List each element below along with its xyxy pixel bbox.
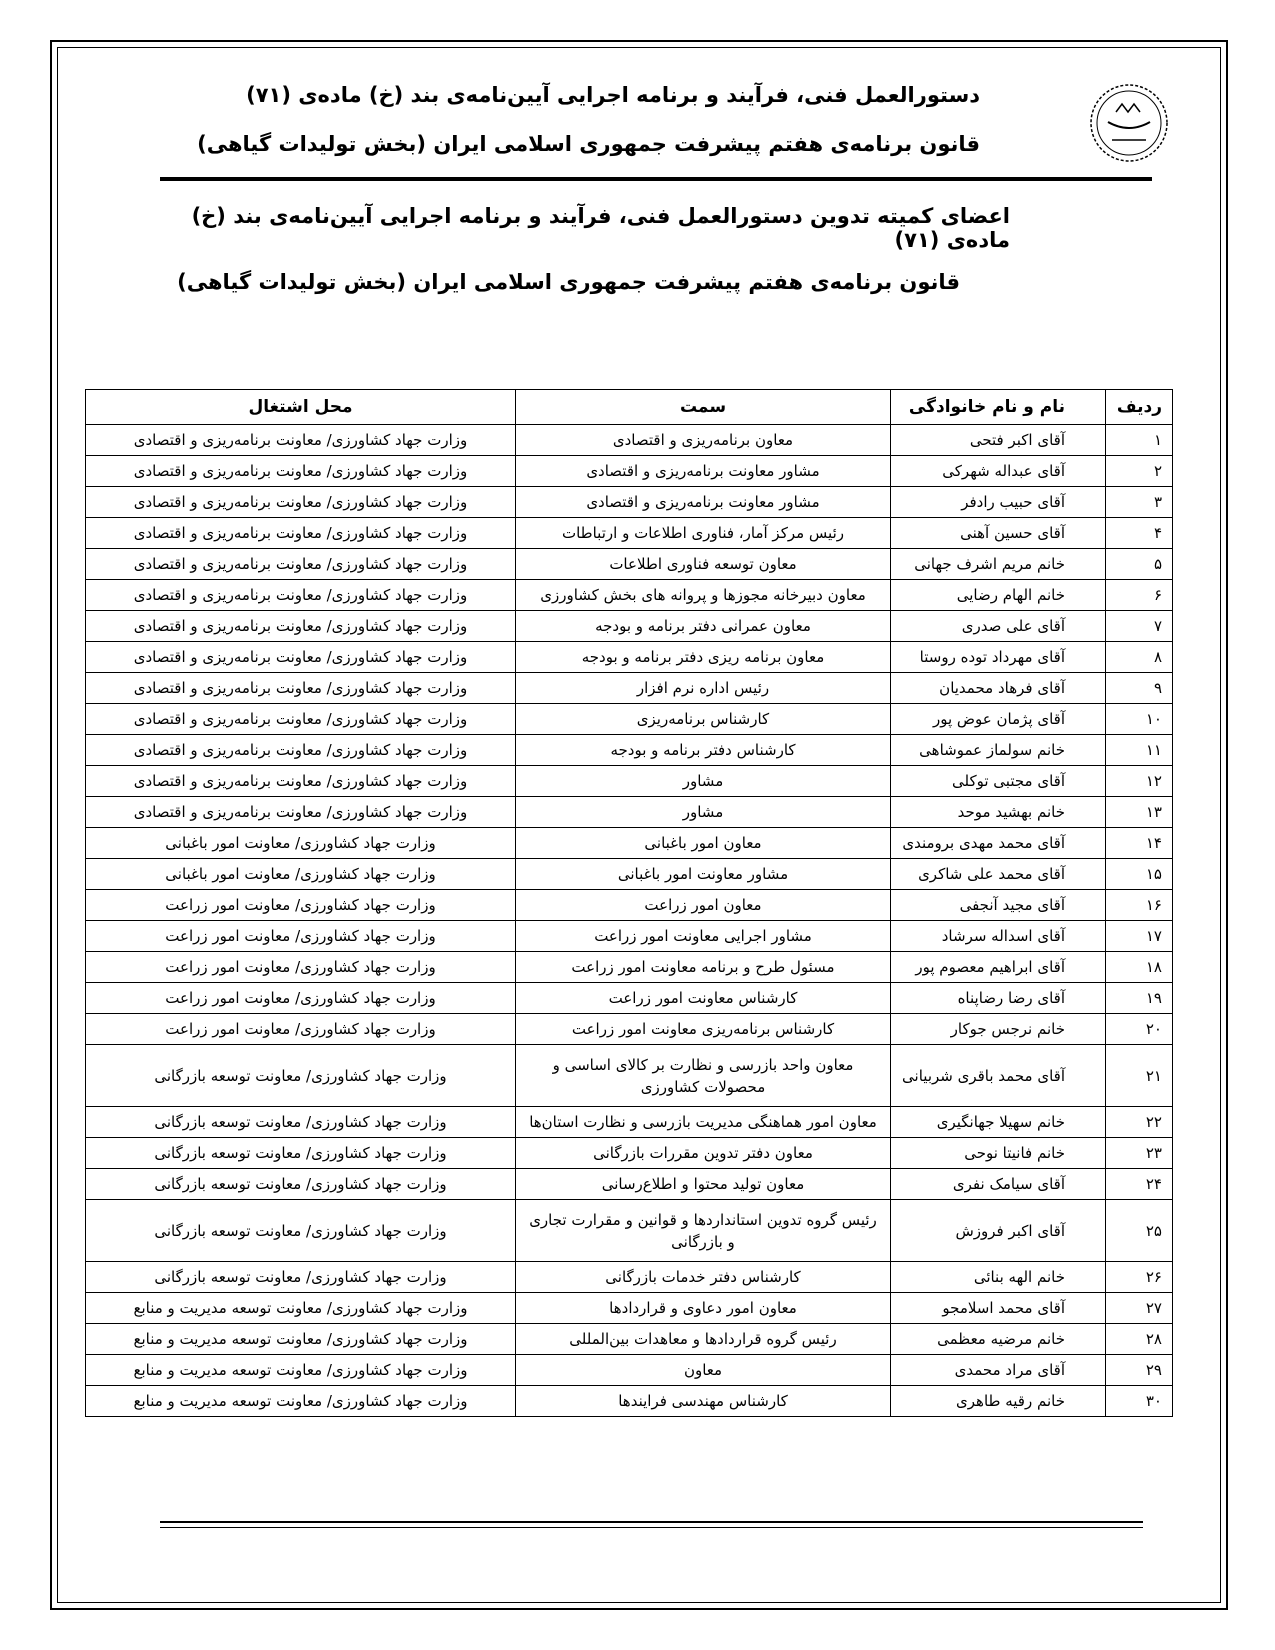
row-workplace: وزارت جهاد کشاورزی/ معاونت برنامه‌ریزی و اقتصادی [86, 704, 516, 735]
row-position: مشاور معاونت برنامه‌ریزی و اقتصادی [516, 487, 891, 518]
table-row [86, 580, 1173, 611]
header-index: ردیف [1106, 390, 1173, 425]
row-workplace: وزارت جهاد کشاورزی/ معاونت توسعه مدیریت و منابع [86, 1293, 516, 1324]
row-workplace: وزارت جهاد کشاورزی/ معاونت برنامه‌ریزی و اقتصادی [86, 673, 516, 704]
row-index: ۲۰ [1106, 1014, 1173, 1045]
row-workplace: وزارت جهاد کشاورزی/ معاونت امور زراعت [86, 1014, 516, 1045]
row-position: معاون تولید محتوا و اطلاع‌رسانی [516, 1169, 891, 1200]
row-position: معاون امور زراعت [516, 890, 891, 921]
row-workplace: وزارت جهاد کشاورزی/ معاونت برنامه‌ریزی و اقتصادی [86, 766, 516, 797]
table-row [86, 952, 1173, 983]
table-row [86, 456, 1173, 487]
row-name: آقای اکبر فروزش [891, 1200, 1106, 1262]
table-row [86, 518, 1173, 549]
row-workplace: وزارت جهاد کشاورزی/ معاونت برنامه‌ریزی و اقتصادی [86, 456, 516, 487]
header-title-line1: دستورالعمل فنی، فرآیند و برنامه اجرایی آیین‌نامه‌ی بند (خ) ماده‌ی (۷۱) [246, 83, 980, 107]
row-name: آقای مهرداد توده روستا [891, 642, 1106, 673]
section-title-line2: قانون برنامه‌ی هفتم پیشرفت جمهوری اسلامی ایران (بخش تولیدات گیاهی) [177, 270, 960, 294]
table-row [86, 1107, 1173, 1138]
header-name: نام و نام خانوادگی [891, 390, 1106, 425]
row-index: ۲۳ [1106, 1138, 1173, 1169]
row-position: معاون دبیرخانه مجوزها و پروانه های بخش کشاورزی [516, 580, 891, 611]
row-workplace: وزارت جهاد کشاورزی/ معاونت توسعه بازرگانی [86, 1138, 516, 1169]
table-row [86, 1293, 1173, 1324]
row-index: ۹ [1106, 673, 1173, 704]
jahad-keshavarzi-logo [1088, 82, 1170, 164]
row-workplace: وزارت جهاد کشاورزی/ معاونت برنامه‌ریزی و اقتصادی [86, 487, 516, 518]
row-position: کارشناس برنامه‌ریزی [516, 704, 891, 735]
table-row [86, 425, 1173, 456]
row-name: آقای مجتبی توکلی [891, 766, 1106, 797]
row-position: معاون برنامه ریزی دفتر برنامه و بودجه [516, 642, 891, 673]
row-workplace: وزارت جهاد کشاورزی/ معاونت امور زراعت [86, 952, 516, 983]
row-name: آقای مجید آنجفی [891, 890, 1106, 921]
row-index: ۲۵ [1106, 1200, 1173, 1262]
row-name: خانم فانیتا نوحی [891, 1138, 1106, 1169]
header-title-line2: قانون برنامه‌ی هفتم پیشرفت جمهوری اسلامی ایران (بخش تولیدات گیاهی) [197, 132, 980, 156]
row-name: خانم نرجس جوکار [891, 1014, 1106, 1045]
row-index: ۲۷ [1106, 1293, 1173, 1324]
header-divider [160, 177, 1152, 181]
row-index: ۷ [1106, 611, 1173, 642]
table-row [86, 549, 1173, 580]
table-row [86, 1386, 1173, 1417]
table-row [86, 921, 1173, 952]
row-index: ۱۹ [1106, 983, 1173, 1014]
row-workplace: وزارت جهاد کشاورزی/ معاونت برنامه‌ریزی و اقتصادی [86, 611, 516, 642]
row-index: ۳۰ [1106, 1386, 1173, 1417]
row-name: آقای سیامک نفری [891, 1169, 1106, 1200]
row-name: آقای حسین آهنی [891, 518, 1106, 549]
row-workplace: وزارت جهاد کشاورزی/ معاونت برنامه‌ریزی و اقتصادی [86, 580, 516, 611]
row-workplace: وزارت جهاد کشاورزی/ معاونت توسعه بازرگانی [86, 1169, 516, 1200]
row-workplace: وزارت جهاد کشاورزی/ معاونت برنامه‌ریزی و اقتصادی [86, 797, 516, 828]
row-index: ۱۴ [1106, 828, 1173, 859]
row-position: مشاور [516, 797, 891, 828]
row-index: ۴ [1106, 518, 1173, 549]
row-name: آقای اکبر فتحی [891, 425, 1106, 456]
table-row [86, 642, 1173, 673]
row-workplace: وزارت جهاد کشاورزی/ معاونت توسعه بازرگانی [86, 1200, 516, 1262]
row-index: ۱۵ [1106, 859, 1173, 890]
row-index: ۶ [1106, 580, 1173, 611]
row-index: ۱۲ [1106, 766, 1173, 797]
row-name: خانم الهام رضایی [891, 580, 1106, 611]
row-workplace: وزارت جهاد کشاورزی/ معاونت امور زراعت [86, 983, 516, 1014]
row-index: ۲۶ [1106, 1262, 1173, 1293]
row-name: آقای فرهاد محمدیان [891, 673, 1106, 704]
row-index: ۳ [1106, 487, 1173, 518]
row-name: آقای رضا رضاپناه [891, 983, 1106, 1014]
table-header-row [86, 390, 1173, 425]
table-row [86, 673, 1173, 704]
row-name: آقای پژمان عوض پور [891, 704, 1106, 735]
table-row [86, 766, 1173, 797]
section-title-line1: اعضای کمیته تدوین دستورالعمل فنی، فرآیند و برنامه اجرایی آیین‌نامه‌ی بند (خ) ماده‌ی (۷۱) [191, 204, 1010, 252]
row-position: معاون دفتر تدوین مقررات بازرگانی [516, 1138, 891, 1169]
table-row [86, 828, 1173, 859]
row-index: ۱۰ [1106, 704, 1173, 735]
footer-divider [160, 1521, 1143, 1523]
row-name: خانم سهیلا جهانگیری [891, 1107, 1106, 1138]
row-index: ۵ [1106, 549, 1173, 580]
row-index: ۲ [1106, 456, 1173, 487]
row-index: ۱۱ [1106, 735, 1173, 766]
row-position: کارشناس دفتر خدمات بازرگانی [516, 1262, 891, 1293]
row-name: آقای محمد باقری شربیانی [891, 1045, 1106, 1107]
row-name: آقای ابراهیم معصوم پور [891, 952, 1106, 983]
row-name: آقای حبیب رادفر [891, 487, 1106, 518]
table-row [86, 1262, 1173, 1293]
footer-divider-thin [160, 1527, 1143, 1528]
row-position: رئیس مرکز آمار، فناوری اطلاعات و ارتباطات [516, 518, 891, 549]
row-index: ۲۹ [1106, 1355, 1173, 1386]
row-name: آقای محمد مهدی برومندی [891, 828, 1106, 859]
row-name: خانم رقیه طاهری [891, 1386, 1106, 1417]
row-workplace: وزارت جهاد کشاورزی/ معاونت برنامه‌ریزی و اقتصادی [86, 735, 516, 766]
row-workplace: وزارت جهاد کشاورزی/ معاونت برنامه‌ریزی و اقتصادی [86, 425, 516, 456]
row-position: معاون واحد بازرسی و نظارت بر کالای اساسی و محصولات کشاورزی [516, 1045, 891, 1107]
row-position: رئیس گروه تدوین استانداردها و قوانین و مقرارت تجاری و بازرگانی [516, 1200, 891, 1262]
row-index: ۱۸ [1106, 952, 1173, 983]
row-position: معاون برنامه‌ریزی و اقتصادی [516, 425, 891, 456]
row-name: آقای اسداله سرشاد [891, 921, 1106, 952]
row-workplace: وزارت جهاد کشاورزی/ معاونت برنامه‌ریزی و اقتصادی [86, 642, 516, 673]
table-row [86, 611, 1173, 642]
table-row [86, 1200, 1173, 1262]
table-row [86, 983, 1173, 1014]
table-row [86, 1169, 1173, 1200]
row-name: آقای محمد علی شاکری [891, 859, 1106, 890]
row-position: کارشناس برنامه‌ریزی معاونت امور زراعت [516, 1014, 891, 1045]
row-index: ۲۸ [1106, 1324, 1173, 1355]
row-name: خانم سولماز عموشاهی [891, 735, 1106, 766]
row-position: کارشناس دفتر برنامه و بودجه [516, 735, 891, 766]
row-workplace: وزارت جهاد کشاورزی/ معاونت برنامه‌ریزی و اقتصادی [86, 518, 516, 549]
table-row [86, 704, 1173, 735]
table-row [86, 1045, 1173, 1107]
row-name: آقای مراد محمدی [891, 1355, 1106, 1386]
members-table [85, 389, 1173, 1417]
row-name: خانم بهشید موحد [891, 797, 1106, 828]
row-position: معاون امور باغبانی [516, 828, 891, 859]
row-workplace: وزارت جهاد کشاورزی/ معاونت امور زراعت [86, 890, 516, 921]
row-position: معاون امور دعاوی و قراردادها [516, 1293, 891, 1324]
table-row [86, 487, 1173, 518]
row-name: خانم الهه بنائی [891, 1262, 1106, 1293]
row-index: ۸ [1106, 642, 1173, 673]
row-position: مشاور [516, 766, 891, 797]
row-workplace: وزارت جهاد کشاورزی/ معاونت توسعه مدیریت و منابع [86, 1324, 516, 1355]
row-position: کارشناس معاونت امور زراعت [516, 983, 891, 1014]
row-position: مشاور معاونت امور باغبانی [516, 859, 891, 890]
row-position: مشاور معاونت برنامه‌ریزی و اقتصادی [516, 456, 891, 487]
row-position: رئیس گروه قراردادها و معاهدات بین‌المللی [516, 1324, 891, 1355]
table-row [86, 735, 1173, 766]
row-position: رئیس اداره نرم افزار [516, 673, 891, 704]
row-workplace: وزارت جهاد کشاورزی/ معاونت امور باغبانی [86, 828, 516, 859]
row-workplace: وزارت جهاد کشاورزی/ معاونت توسعه مدیریت و منابع [86, 1355, 516, 1386]
row-index: ۲۴ [1106, 1169, 1173, 1200]
row-position: معاون امور هماهنگی مدیریت بازرسی و نظارت استان‌ها [516, 1107, 891, 1138]
row-index: ۱۶ [1106, 890, 1173, 921]
row-workplace: وزارت جهاد کشاورزی/ معاونت امور باغبانی [86, 859, 516, 890]
row-position: مسئول طرح و برنامه معاونت امور زراعت [516, 952, 891, 983]
row-name: خانم مریم اشرف جهانی [891, 549, 1106, 580]
row-position: کارشناس مهندسی فرایندها [516, 1386, 891, 1417]
row-index: ۱۷ [1106, 921, 1173, 952]
row-index: ۱۳ [1106, 797, 1173, 828]
table-row [86, 1138, 1173, 1169]
row-position: معاون عمرانی دفتر برنامه و بودجه [516, 611, 891, 642]
header-workplace: محل اشتغال [86, 390, 516, 425]
row-workplace: وزارت جهاد کشاورزی/ معاونت امور زراعت [86, 921, 516, 952]
row-name: خانم مرضیه معظمی [891, 1324, 1106, 1355]
header-position: سمت [516, 390, 891, 425]
row-position: معاون توسعه فناوری اطلاعات [516, 549, 891, 580]
row-workplace: وزارت جهاد کشاورزی/ معاونت برنامه‌ریزی و اقتصادی [86, 549, 516, 580]
row-index: ۲۲ [1106, 1107, 1173, 1138]
row-workplace: وزارت جهاد کشاورزی/ معاونت توسعه بازرگانی [86, 1045, 516, 1107]
table-row [86, 1324, 1173, 1355]
row-workplace: وزارت جهاد کشاورزی/ معاونت توسعه بازرگانی [86, 1107, 516, 1138]
row-index: ۱ [1106, 425, 1173, 456]
row-workplace: وزارت جهاد کشاورزی/ معاونت توسعه مدیریت و منابع [86, 1386, 516, 1417]
row-workplace: وزارت جهاد کشاورزی/ معاونت توسعه بازرگانی [86, 1262, 516, 1293]
table-row [86, 859, 1173, 890]
row-name: آقای عبداله شهرکی [891, 456, 1106, 487]
table-row [86, 797, 1173, 828]
row-position: مشاور اجرایی معاونت امور زراعت [516, 921, 891, 952]
row-name: آقای محمد اسلامجو [891, 1293, 1106, 1324]
row-index: ۲۱ [1106, 1045, 1173, 1107]
table-row [86, 890, 1173, 921]
row-name: آقای علی صدری [891, 611, 1106, 642]
table-row [86, 1355, 1173, 1386]
row-position: معاون [516, 1355, 891, 1386]
table-row [86, 1014, 1173, 1045]
